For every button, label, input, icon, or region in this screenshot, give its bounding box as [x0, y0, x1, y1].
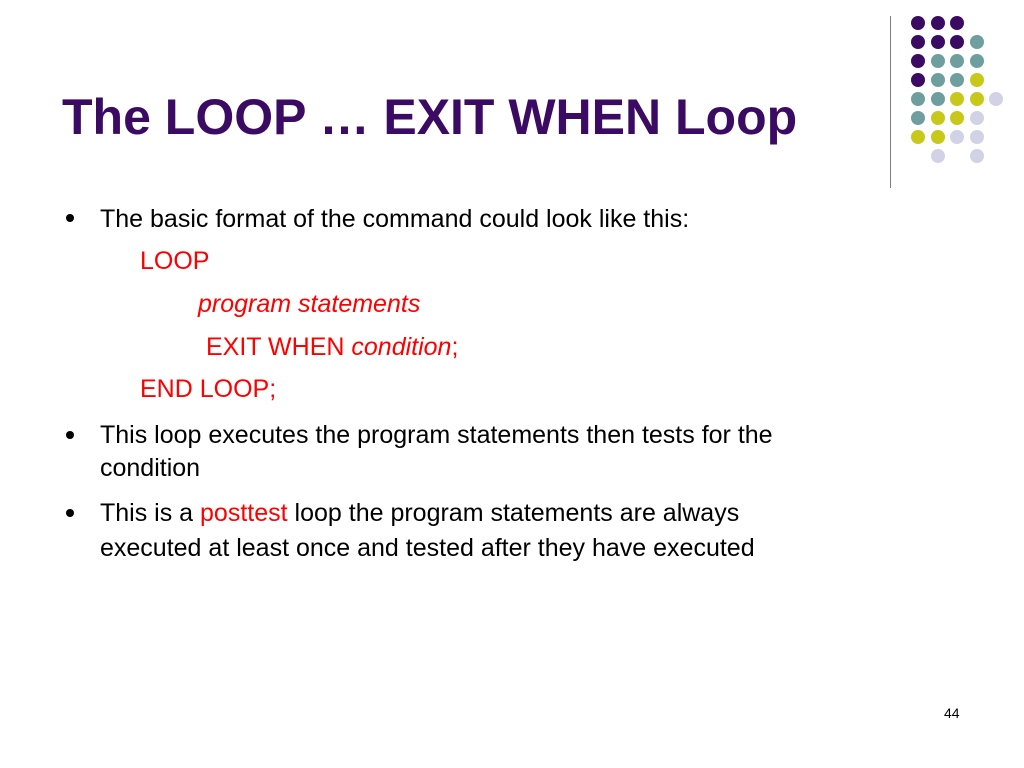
- decor-dot: [931, 54, 945, 68]
- page-number: 44: [944, 705, 960, 721]
- decor-dot: [931, 35, 945, 49]
- decor-dot: [950, 16, 964, 30]
- decor-dot: [931, 92, 945, 106]
- decor-dot: [950, 35, 964, 49]
- decor-dot: [931, 111, 945, 125]
- bullet-3-line-2: executed at least once and tested after they have executed: [100, 534, 755, 562]
- bullet-3-line-1: [100, 498, 739, 528]
- decor-dot: [950, 111, 964, 125]
- bullet-marker: [66, 214, 74, 222]
- bullet-2-line-2: condition: [100, 454, 201, 482]
- decor-dot: [970, 92, 984, 106]
- slide-title: The LOOP … EXIT WHEN Loop: [62, 89, 798, 145]
- posttest-term: posttest: [200, 499, 288, 527]
- decor-dot: [970, 54, 984, 68]
- decor-dot: [911, 92, 925, 106]
- bullet-3-prefix: This is a: [100, 499, 201, 527]
- decor-dot: [989, 92, 1003, 106]
- bullet-1-text: The basic format of the command could look like this:: [100, 205, 690, 233]
- code-condition: condition: [351, 333, 452, 361]
- decor-dot: [950, 130, 964, 144]
- code-end-loop: END LOOP;: [140, 375, 277, 403]
- decor-dot: [970, 73, 984, 87]
- bullet-marker: [66, 509, 74, 517]
- code-exit-when-line: [206, 332, 458, 362]
- decor-dot: [970, 149, 984, 163]
- decor-dot: [911, 73, 925, 87]
- bullet-2-line-1: This loop executes the program statements then tests for the: [100, 421, 773, 449]
- bullet-3-suffix: loop the program statements are always: [287, 499, 740, 527]
- decor-dot: [911, 54, 925, 68]
- decor-dot: [950, 73, 964, 87]
- decor-dot: [911, 130, 925, 144]
- decor-dot: [950, 54, 964, 68]
- decor-dot: [931, 73, 945, 87]
- decor-dot: [911, 16, 925, 30]
- code-loop: LOOP: [140, 247, 210, 275]
- code-exit-when: EXIT WHEN: [206, 333, 352, 361]
- decor-dot: [931, 149, 945, 163]
- decor-dot: [911, 111, 925, 125]
- decor-dot: [931, 16, 945, 30]
- code-program-statements: program statements: [198, 290, 421, 318]
- code-semicolon: ;: [451, 333, 459, 361]
- decor-dot: [970, 35, 984, 49]
- decorative-dot-grid: [0, 0, 1024, 200]
- decor-dot: [970, 111, 984, 125]
- decor-dot: [950, 92, 964, 106]
- decor-dot: [911, 35, 925, 49]
- decor-dot: [931, 130, 945, 144]
- bullet-marker: [66, 431, 74, 439]
- decor-dot: [970, 130, 984, 144]
